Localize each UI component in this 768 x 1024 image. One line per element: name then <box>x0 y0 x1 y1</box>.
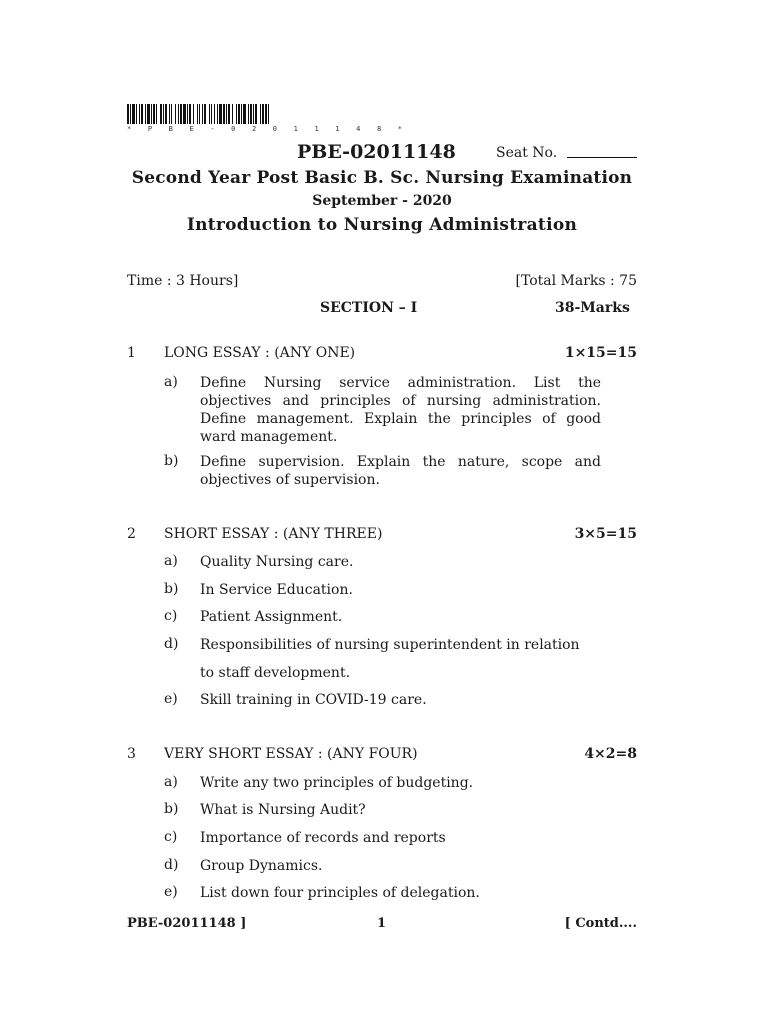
option-label: e) <box>164 691 178 707</box>
continued-note: [ Contd.... <box>564 916 637 931</box>
option-text: In Service Education. <box>200 582 353 598</box>
option-text: Group Dynamics. <box>200 858 323 874</box>
barcode <box>127 104 407 124</box>
question-title: LONG ESSAY : (ANY ONE) <box>164 345 356 361</box>
option-text: What is Nursing Audit? <box>200 802 366 818</box>
section-marks: 38-Marks <box>555 300 630 316</box>
footer-paper-code: PBE-02011148 ] <box>127 916 247 931</box>
subject-title: Introduction to Nursing Administration <box>186 215 578 235</box>
option-label: d) <box>164 636 179 652</box>
question-number: 3 <box>127 746 136 762</box>
option-text: Patient Assignment. <box>200 609 343 625</box>
option-text-continued: to staff development. <box>200 665 351 681</box>
question-marks: 4×2=8 <box>584 746 637 762</box>
page-number: 1 <box>377 916 387 931</box>
option-text: Responsibilities of nursing superintendent in relation <box>200 637 580 653</box>
option-label: b) <box>164 801 179 817</box>
option-label: c) <box>164 829 178 845</box>
question-title: SHORT ESSAY : (ANY THREE) <box>164 526 383 542</box>
total-marks <box>515 273 637 289</box>
section-title: SECTION – I <box>320 300 418 316</box>
option-label: a) <box>164 774 178 790</box>
time-allowed: Time : 3 Hours] <box>127 273 239 289</box>
seat-number-field[interactable] <box>567 157 637 158</box>
option-text: Define supervision. Explain the nature, scope and objectives of supervision. <box>200 454 601 488</box>
seat-number-label: Seat No. <box>496 145 558 161</box>
option-label: e) <box>164 884 178 900</box>
option-label: d) <box>164 857 179 873</box>
exam-session: September - 2020 <box>312 193 452 209</box>
option-text: Quality Nursing care. <box>200 554 354 570</box>
option-label: c) <box>164 608 178 624</box>
barcode-text: * P B E - 0 2 0 1 1 1 4 8 * <box>127 125 409 133</box>
option-label: b) <box>164 453 179 469</box>
option-text: Importance of records and reports <box>200 830 446 846</box>
question-title: VERY SHORT ESSAY : (ANY FOUR) <box>164 746 418 762</box>
option-text: Write any two principles of budgeting. <box>200 775 474 791</box>
option-label: a) <box>164 553 178 569</box>
total-marks-text: [Total Marks : 75 <box>515 273 637 289</box>
option-text: Define Nursing service administration. List the objectives and principles of nursing administration. Define management. Explain the principles of good ward management. <box>200 375 601 445</box>
option-label: b) <box>164 581 179 597</box>
barcode-bar <box>269 104 270 124</box>
option-text: List down four principles of delegation. <box>200 885 480 901</box>
question-number: 1 <box>127 345 136 361</box>
question-marks: 1×15=15 <box>564 345 637 361</box>
question-marks: 3×5=15 <box>574 526 637 542</box>
option-label: a) <box>164 374 178 390</box>
exam-title: Second Year Post Basic B. Sc. Nursing Examination <box>131 168 633 188</box>
question-number: 2 <box>127 526 136 542</box>
option-text: Skill training in COVID-19 care. <box>200 692 427 708</box>
paper-code: PBE-02011148 <box>297 141 456 163</box>
